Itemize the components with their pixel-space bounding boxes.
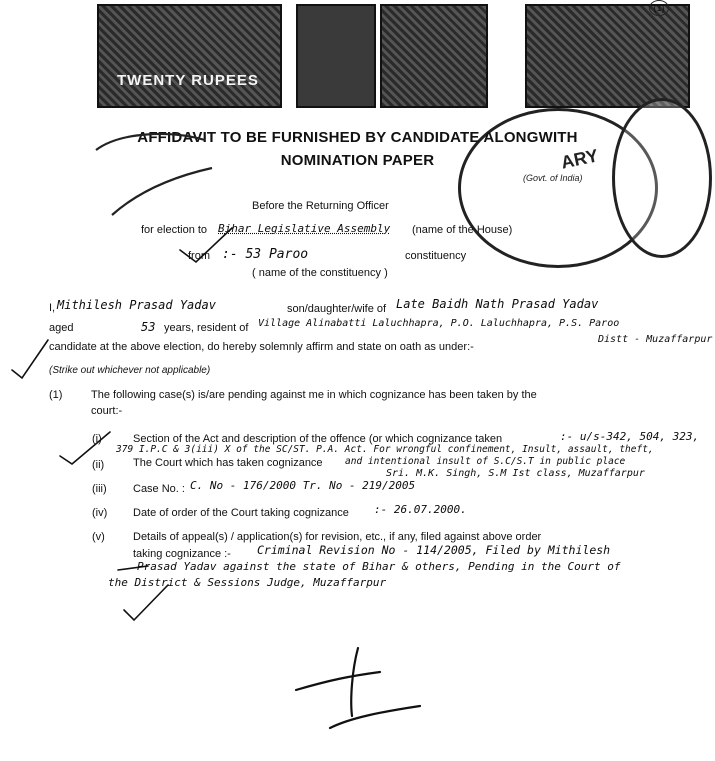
father-name: Late Baidh Nath Prasad Yadav bbox=[396, 297, 599, 311]
seal-text: ARY bbox=[559, 145, 600, 173]
returning-officer-line: Before the Returning Officer bbox=[252, 200, 389, 212]
item-value: :- u/s-342, 504, 323, bbox=[560, 430, 700, 443]
address-value: Village Alinabatti Laluchhapra, P.O. Laluchhapra, P.S. Paroo bbox=[258, 318, 620, 329]
item-number: (iv) bbox=[92, 507, 108, 519]
item-label: Date of order of the Court taking cognizance bbox=[133, 507, 349, 519]
item-number: (ii) bbox=[92, 459, 105, 471]
revenue-stamp bbox=[97, 4, 282, 108]
resident-label: years, resident of bbox=[164, 322, 249, 334]
signature bbox=[296, 648, 420, 728]
relation-label: son/daughter/wife of bbox=[287, 303, 387, 315]
oval-stamp-mark bbox=[112, 168, 212, 215]
item-value: Criminal Revision No - 114/2005, Filed by Mithilesh bbox=[257, 543, 611, 557]
item-number: (iii) bbox=[92, 483, 107, 495]
check-mark bbox=[12, 340, 48, 378]
revenue-stamp bbox=[380, 4, 488, 108]
item-label: Details of appeal(s) / application(s) for revision, etc., if any, filed against above order bbox=[133, 531, 542, 543]
constituency-value: :- 53 Paroo bbox=[222, 247, 309, 262]
item-value-cont: 379 I.P.C & 3(iii) X of the SC/ST. P.A. Act. For wrongful confinement, Insult, assault, theft, bbox=[116, 444, 654, 455]
item-value-cont: and intentional insult of S.C/S.T in public place bbox=[345, 456, 626, 467]
strike-note: (Strike out whichever not applicable) bbox=[49, 365, 211, 376]
age-value: 53 bbox=[141, 320, 156, 334]
election-house-value: Bihar Legislative Assembly bbox=[218, 222, 391, 235]
item-label: Section of the Act and description of the offence (or which cognizance taken bbox=[133, 433, 503, 445]
election-suffix: (name of the House) bbox=[412, 224, 513, 236]
candidate-statement: candidate at the above election, do hereby solemnly affirm and state on oath as under:- bbox=[49, 341, 474, 353]
item-value-cont: Prasad Yadav against the state of Bihar & others, Pending in the Court of bbox=[137, 560, 621, 573]
election-prefix: for election to bbox=[141, 224, 208, 236]
constituency-note: ( name of the constituency ) bbox=[252, 267, 388, 279]
section-text: The following case(s) is/are pending against me in which cognizance has been taken by the bbox=[91, 389, 537, 401]
item-number: (v) bbox=[92, 531, 105, 543]
affidavit-title: AFFIDAVIT TO BE FURNISHED BY CANDIDATE ALONGWITH bbox=[137, 129, 578, 146]
item-value: Sri. M.K. Singh, S.M Ist class, Muzaffarpur bbox=[386, 468, 645, 479]
item-value-cont: the District & Sessions Judge, Muzaffarpur bbox=[108, 576, 387, 589]
section-text-cont: court:- bbox=[91, 405, 123, 417]
revenue-stamp bbox=[525, 4, 690, 108]
item-label-cont: taking cognizance :- bbox=[133, 548, 231, 560]
constituency-suffix: constituency bbox=[405, 250, 467, 262]
item-number: (i) bbox=[92, 433, 102, 445]
deponent-name: Mithilesh Prasad Yadav bbox=[57, 298, 216, 312]
section-number: (1) bbox=[49, 389, 63, 401]
affidavit-subtitle: NOMINATION PAPER bbox=[280, 152, 435, 169]
item-value: C. No - 176/2000 Tr. No - 219/2005 bbox=[190, 479, 416, 492]
item-label: Case No. : bbox=[133, 483, 185, 495]
check-mark bbox=[124, 585, 168, 620]
stamp-denomination: TWENTY RUPEES bbox=[117, 72, 259, 89]
page-number: (1) bbox=[649, 0, 669, 16]
item-value: :- 26.07.2000. bbox=[374, 503, 467, 516]
address-district: Distt - Muzaffarpur bbox=[598, 334, 713, 345]
aged-label: aged bbox=[49, 322, 74, 334]
revenue-stamp-redacted bbox=[296, 4, 376, 108]
item-label: The Court which has taken cognizance bbox=[133, 457, 323, 469]
seal-caption: (Govt. of India) bbox=[523, 173, 583, 183]
deponent-i: I, bbox=[49, 302, 56, 314]
from-prefix: from bbox=[188, 250, 210, 262]
notary-seal bbox=[612, 98, 712, 258]
